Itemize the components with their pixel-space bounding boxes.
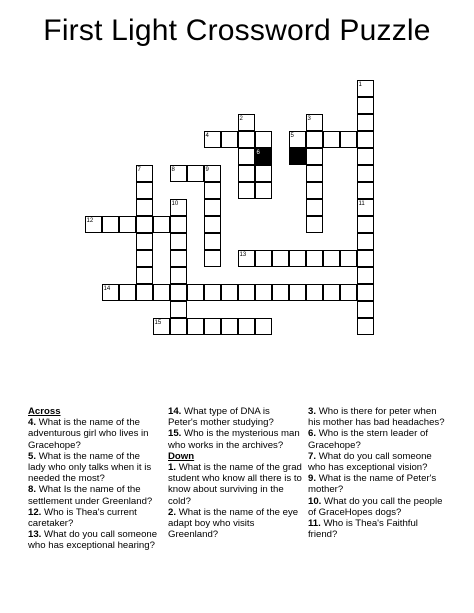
grid-cell[interactable] bbox=[340, 250, 357, 267]
grid-cell[interactable] bbox=[306, 199, 323, 216]
grid-cell[interactable] bbox=[255, 182, 272, 199]
grid-cell[interactable] bbox=[136, 267, 153, 284]
grid-cell[interactable] bbox=[306, 148, 323, 165]
black-square bbox=[289, 148, 306, 165]
grid-cell[interactable] bbox=[170, 250, 187, 267]
grid-cell[interactable] bbox=[153, 216, 170, 233]
clue-text: What is the name of the adventurous girl who lives in Gracehope? bbox=[28, 417, 149, 451]
grid-cell[interactable] bbox=[170, 233, 187, 250]
grid-cell[interactable] bbox=[340, 131, 357, 148]
clue-number: 13. bbox=[28, 529, 42, 541]
grid-cell[interactable] bbox=[357, 216, 374, 233]
grid-cell[interactable] bbox=[119, 216, 136, 233]
grid-cell[interactable] bbox=[306, 284, 323, 301]
grid-cell[interactable] bbox=[204, 131, 221, 148]
grid-cell[interactable] bbox=[238, 250, 255, 267]
cell-number: 1 bbox=[358, 82, 362, 88]
grid-cell[interactable] bbox=[357, 114, 374, 131]
black-square bbox=[255, 148, 272, 165]
grid-cell[interactable] bbox=[221, 284, 238, 301]
clue-text: What do you call the people of GraceHopes dogs? bbox=[308, 495, 443, 518]
grid-cell[interactable] bbox=[306, 131, 323, 148]
clue-column-2 bbox=[168, 406, 302, 540]
clue-text: Who is Thea's current caretaker? bbox=[28, 506, 137, 530]
cell-number: 13 bbox=[239, 252, 247, 258]
clue-down-2 bbox=[168, 507, 302, 541]
cell-number: 9 bbox=[205, 167, 209, 173]
grid-cell[interactable] bbox=[357, 284, 374, 301]
grid-cell[interactable] bbox=[289, 250, 306, 267]
clue-down-10 bbox=[308, 496, 448, 518]
grid-cell[interactable] bbox=[136, 199, 153, 216]
grid-cell[interactable] bbox=[136, 233, 153, 250]
grid-cell[interactable] bbox=[170, 267, 187, 284]
clue-down-3 bbox=[308, 406, 448, 428]
grid-cell[interactable] bbox=[357, 318, 374, 335]
grid-cell[interactable] bbox=[340, 284, 357, 301]
grid-cell[interactable] bbox=[170, 165, 187, 182]
grid-cell[interactable] bbox=[357, 182, 374, 199]
clue-column-1 bbox=[28, 406, 160, 552]
grid-cell[interactable] bbox=[170, 301, 187, 318]
grid-cell[interactable] bbox=[136, 216, 153, 233]
clue-text: What is the name of Peter's mother? bbox=[308, 473, 437, 496]
clue-number: 10. bbox=[308, 495, 322, 507]
grid-cell[interactable] bbox=[221, 131, 238, 148]
grid-cell[interactable] bbox=[170, 199, 187, 216]
grid-cell[interactable] bbox=[323, 250, 340, 267]
grid-cell[interactable] bbox=[102, 216, 119, 233]
cell-number: 6 bbox=[256, 150, 260, 156]
clue-number: 15. bbox=[168, 428, 182, 440]
grid-cell[interactable] bbox=[255, 250, 272, 267]
grid-cell[interactable] bbox=[357, 97, 374, 114]
grid-cell[interactable] bbox=[136, 250, 153, 267]
grid-cell[interactable] bbox=[306, 182, 323, 199]
grid-cell[interactable] bbox=[187, 284, 204, 301]
clue-across-4 bbox=[28, 417, 160, 451]
clue-down-1 bbox=[168, 462, 302, 507]
clue-across-13 bbox=[28, 529, 160, 551]
grid-cell[interactable] bbox=[204, 318, 221, 335]
grid-cell[interactable] bbox=[170, 216, 187, 233]
clue-text: Who is the mysterious man who works in the archives? bbox=[168, 428, 300, 451]
grid-cell[interactable] bbox=[153, 284, 170, 301]
grid-cell[interactable] bbox=[153, 318, 170, 335]
cell-number: 2 bbox=[239, 116, 243, 122]
grid-cell[interactable] bbox=[306, 114, 323, 131]
clue-number: 8. bbox=[28, 484, 37, 496]
clue-number: 3. bbox=[308, 406, 317, 417]
clue-text: Who is the stern leader of Gracehope? bbox=[308, 428, 429, 451]
grid-cell[interactable] bbox=[238, 114, 255, 131]
clue-text: Who is Thea's Faithful friend? bbox=[308, 518, 418, 541]
grid-cell[interactable] bbox=[357, 131, 374, 148]
grid-cell[interactable] bbox=[238, 165, 255, 182]
clue-text: What is the name of the grad student who know all there is to know about surviving in the cold? bbox=[168, 462, 302, 507]
cell-number: 5 bbox=[290, 133, 294, 139]
clue-text: Who is there for peter when his mother has bad headaches? bbox=[308, 406, 445, 429]
clue-text: What do you call someone who has exceptional hearing? bbox=[28, 529, 158, 552]
cell-number: 7 bbox=[137, 167, 141, 173]
clue-across-12 bbox=[28, 507, 160, 529]
grid-cell[interactable] bbox=[357, 80, 374, 97]
grid-cell[interactable] bbox=[255, 284, 272, 301]
grid-cell[interactable] bbox=[187, 165, 204, 182]
cell-number: 12 bbox=[86, 218, 94, 224]
grid-cell[interactable] bbox=[357, 148, 374, 165]
grid-cell[interactable] bbox=[204, 284, 221, 301]
grid-cell[interactable] bbox=[85, 216, 102, 233]
grid-cell[interactable] bbox=[102, 284, 119, 301]
puzzle-title: First Light Crossword Puzzle bbox=[43, 14, 431, 47]
grid-cell[interactable] bbox=[306, 216, 323, 233]
grid-cell[interactable] bbox=[187, 318, 204, 335]
grid-cell[interactable] bbox=[204, 182, 221, 199]
grid-cell[interactable] bbox=[204, 199, 221, 216]
down-header: Down bbox=[168, 450, 195, 462]
clue-number: 9. bbox=[308, 473, 317, 485]
cell-number: 11 bbox=[358, 201, 365, 207]
clue-across-8 bbox=[28, 484, 160, 506]
clue-number: 4. bbox=[28, 417, 37, 429]
clue-text: What Is the name of the settlement under Greenland? bbox=[28, 484, 153, 507]
clue-text: What is the name of the eye adapt boy who visits Greenland? bbox=[168, 506, 299, 541]
grid-cell[interactable] bbox=[238, 284, 255, 301]
grid-cell[interactable] bbox=[119, 284, 136, 301]
grid-cell[interactable] bbox=[306, 250, 323, 267]
clue-number: 11. bbox=[308, 518, 321, 530]
grid-cell[interactable] bbox=[238, 182, 255, 199]
clue-text: What do you call someone who has exceptional vision? bbox=[308, 450, 432, 474]
grid-cell[interactable] bbox=[323, 131, 340, 148]
grid-cell[interactable] bbox=[323, 284, 340, 301]
clue-number: 1. bbox=[168, 462, 177, 474]
grid-cell[interactable] bbox=[136, 182, 153, 199]
grid-cell[interactable] bbox=[357, 165, 374, 182]
clue-across-14 bbox=[168, 406, 302, 428]
cell-number: 4 bbox=[205, 133, 209, 139]
grid-cell[interactable] bbox=[136, 284, 153, 301]
grid-cell[interactable] bbox=[289, 131, 306, 148]
grid-cell[interactable] bbox=[238, 131, 255, 148]
clue-number: 2. bbox=[168, 506, 177, 518]
grid-cell[interactable] bbox=[255, 165, 272, 182]
cell-number: 14 bbox=[103, 286, 111, 292]
grid-cell[interactable] bbox=[238, 148, 255, 165]
clue-number: 5. bbox=[28, 450, 37, 462]
clue-number: 7. bbox=[308, 450, 317, 462]
clue-across-15 bbox=[168, 428, 302, 450]
grid-cell[interactable] bbox=[255, 318, 272, 335]
grid-cell[interactable] bbox=[357, 199, 374, 216]
clue-down-6 bbox=[308, 428, 448, 450]
grid-cell[interactable] bbox=[357, 301, 374, 318]
grid-cell[interactable] bbox=[221, 318, 238, 335]
grid-cell[interactable] bbox=[289, 284, 306, 301]
clue-number: 6. bbox=[308, 428, 317, 440]
clue-text: What is the name of the lady who only talks when it is needed the most? bbox=[28, 450, 152, 485]
grid-cell[interactable] bbox=[204, 233, 221, 250]
grid-cell[interactable] bbox=[357, 233, 374, 250]
clue-text: What type of DNA is Peter's mother studying? bbox=[168, 406, 274, 429]
grid-cell[interactable] bbox=[272, 284, 289, 301]
grid-cell[interactable] bbox=[204, 216, 221, 233]
clue-down-11 bbox=[308, 518, 448, 540]
grid-cell[interactable] bbox=[170, 284, 187, 301]
cell-number: 3 bbox=[307, 116, 311, 122]
grid-cell[interactable] bbox=[357, 267, 374, 284]
cell-number: 15 bbox=[154, 320, 162, 326]
clue-down-9 bbox=[308, 473, 448, 495]
clue-number: 12. bbox=[28, 506, 42, 518]
grid-cell[interactable] bbox=[238, 318, 255, 335]
grid-cell[interactable] bbox=[272, 250, 289, 267]
grid-cell[interactable] bbox=[204, 165, 221, 182]
grid-cell[interactable] bbox=[306, 165, 323, 182]
clue-column-3 bbox=[308, 406, 448, 540]
clue-across-5 bbox=[28, 451, 160, 485]
grid-cell[interactable] bbox=[204, 250, 221, 267]
grid-cell[interactable] bbox=[357, 250, 374, 267]
cell-number: 8 bbox=[171, 167, 175, 173]
cell-number: 10 bbox=[171, 201, 179, 207]
grid-cell[interactable] bbox=[136, 165, 153, 182]
across-header: Across bbox=[28, 406, 61, 417]
clue-down-7 bbox=[308, 451, 448, 473]
grid-cell[interactable] bbox=[255, 131, 272, 148]
clue-number: 14. bbox=[168, 406, 182, 417]
grid-cell[interactable] bbox=[170, 318, 187, 335]
